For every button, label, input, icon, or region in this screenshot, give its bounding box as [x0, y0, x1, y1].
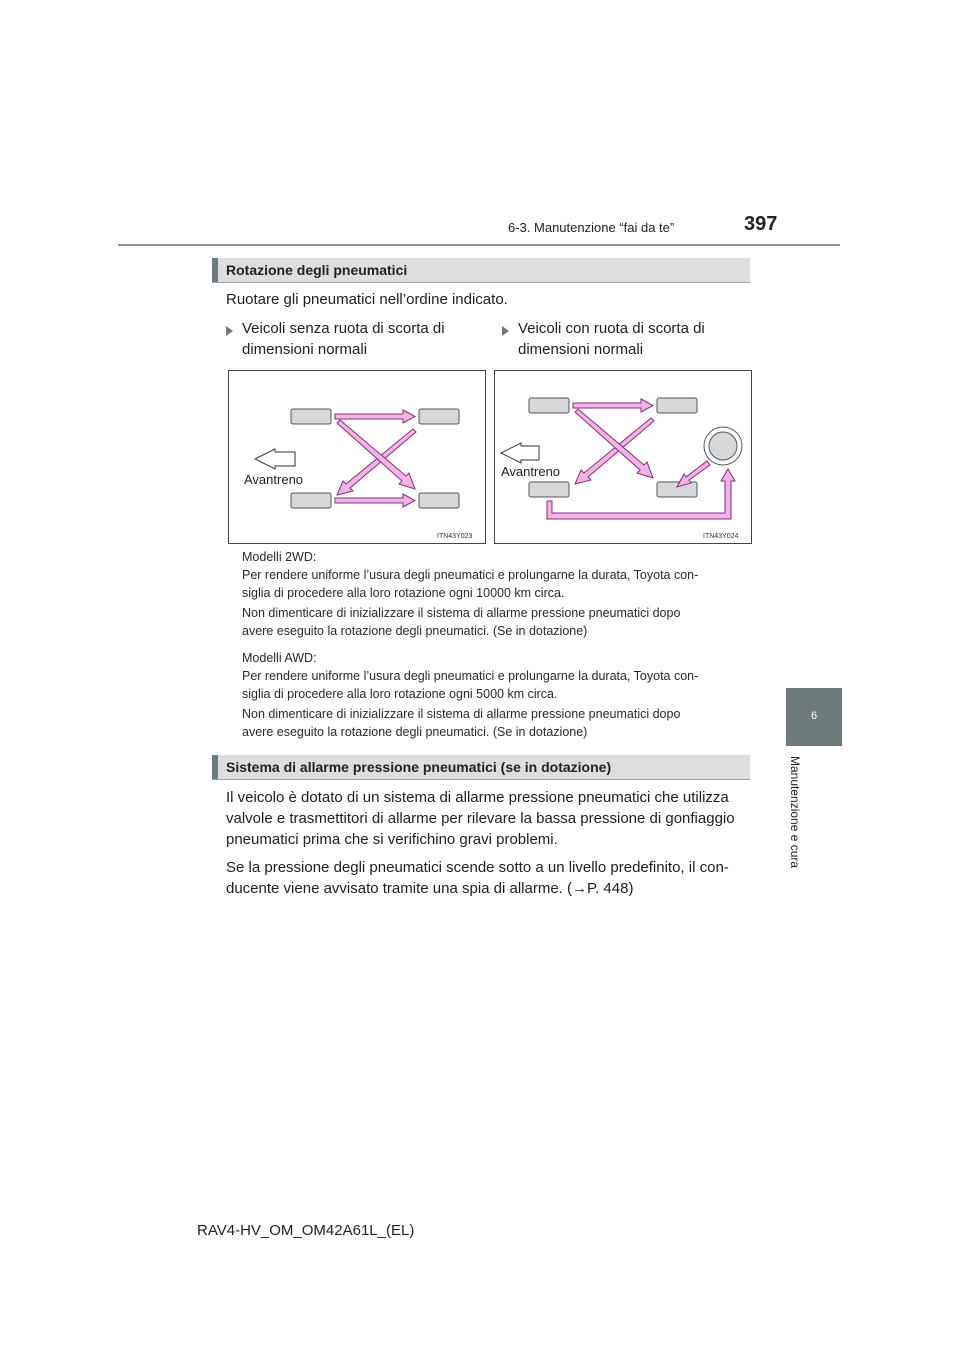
bullet-right-line2: dimensioni normali: [518, 341, 644, 358]
arrow-diag-2: [575, 409, 653, 478]
tpws-para1-line3: pneumatici prima che si verifichino gravi problemi.: [226, 831, 558, 848]
rotation-diagram-svg: [495, 371, 751, 543]
bullet-left-line2: dimensioni normali: [242, 341, 368, 358]
header-divider: [118, 244, 840, 246]
notes-2wd-line1: Per rendere uniforme l’usura degli pneumatici e prolungarne la durata, Toyota con-: [242, 568, 699, 582]
notes-awd-title: Modelli AWD:: [242, 651, 317, 665]
notes-2wd-line3: Non dimenticare di inizializzare il sistema di allarme pressione pneumatici dopo: [242, 606, 681, 620]
heading-marker: [212, 258, 218, 282]
notes-2wd-title: Modelli 2WD:: [242, 550, 317, 564]
tire-front-left: [291, 409, 331, 424]
heading-marker: [212, 755, 218, 779]
tpws-para2-line2: ducente viene avvisato tramite una spia di allarme. (→P. 448): [226, 880, 634, 897]
tire-front-right: [291, 493, 331, 508]
arrow-front-to-rear-top: [335, 410, 415, 423]
arrow-front-to-rear-bottom: [335, 494, 415, 507]
chapter-tab-label: Manutenzione e cura: [788, 756, 802, 869]
tire-front-right: [529, 482, 569, 497]
tire-rear-left: [657, 398, 697, 413]
tire-rear-left: [419, 409, 459, 424]
section-heading-tpws: [212, 755, 750, 780]
section-heading-text: Rotazione degli pneumatici: [226, 262, 408, 278]
rotation-intro: Ruotare gli pneumatici nell’ordine indicato.: [226, 291, 508, 308]
notes-awd-line4: avere eseguito la rotazione degli pneumatici. (Se in dotazione): [242, 725, 588, 739]
notes-2wd-line2: siglia di procedere alla loro rotazione ogni 10000 km circa.: [242, 586, 565, 600]
rotation-diagram-with-spare: [494, 370, 752, 544]
arrow-front-to-rear-top: [573, 399, 653, 412]
rotation-diagram-no-spare: [228, 370, 486, 544]
bullet-left-line1: Veicoli senza ruota di scorta di: [242, 320, 445, 337]
section-heading-text: Sistema di allarme pressione pneumatici (se in dotazione): [226, 759, 612, 775]
page-number: 397: [744, 213, 778, 235]
spare-tire-inner: [709, 432, 737, 460]
notes-2wd-line4: avere eseguito la rotazione degli pneumatici. (Se in dotazione): [242, 624, 588, 638]
arrow-rear-to-front-diag-2: [337, 420, 415, 489]
chapter-tab[interactable]: [786, 688, 842, 746]
tpws-para2-line1: Se la pressione degli pneumatici scende sotto a un livello predefinito, il con-: [226, 859, 729, 876]
chapter-tab-number: 6: [810, 710, 818, 722]
tire-front-left: [529, 398, 569, 413]
bullet-arrow-icon: [226, 326, 233, 336]
tire-rear-right: [657, 482, 697, 497]
tpws-para1-line2: valvole e trasmettitori di allarme per rilevare la bassa pressione di gonfiaggio: [226, 810, 735, 827]
front-label: Avantreno: [501, 464, 561, 479]
notes-awd-line2: siglia di procedere alla loro rotazione ogni 5000 km circa.: [242, 687, 558, 701]
bullet-arrow-icon: [502, 326, 509, 336]
front-direction-arrow: [501, 443, 539, 463]
notes-awd-line3: Non dimenticare di inizializzare il sistema di allarme pressione pneumatici dopo: [242, 707, 681, 721]
tpws-para1-line1: Il veicolo è dotato di un sistema di allarme pressione pneumatici che utilizza: [226, 789, 729, 806]
front-direction-arrow: [255, 449, 295, 469]
tire-rear-right: [419, 493, 459, 508]
notes-awd-line1: Per rendere uniforme l’usura degli pneumatici e prolungarne la durata, Toyota con-: [242, 669, 699, 683]
arrow-spare-to-front: [547, 469, 735, 519]
document-code: RAV4-HV_OM_OM42A61L_(EL): [197, 1222, 415, 1239]
figure-code: ITN43Y024: [703, 533, 739, 540]
section-breadcrumb: 6-3. Manutenzione “fai da te”: [508, 220, 675, 235]
figure-code: ITN43Y023: [437, 533, 473, 540]
section-heading-rotation: [212, 258, 750, 283]
bullet-right-line1: Veicoli con ruota di scorta di: [518, 320, 705, 337]
front-label: Avantreno: [244, 472, 304, 487]
rotation-diagram-svg: [229, 371, 485, 543]
